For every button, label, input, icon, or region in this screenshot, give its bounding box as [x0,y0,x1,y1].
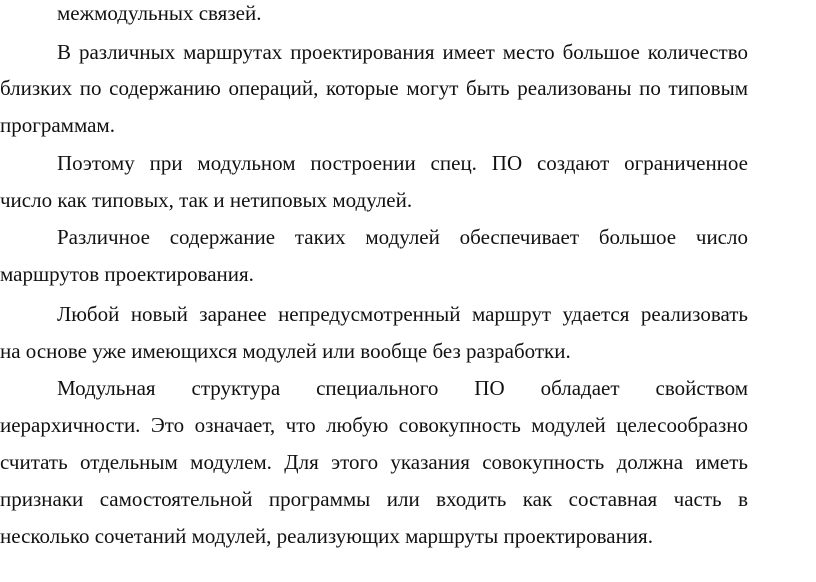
text-line: маршрутов проектирования. [0,262,254,286]
text-line: на основе уже имеющихся модулей или вообще без разработки. [0,339,571,363]
text-line: близких по содержанию операций, которые могут быть реализованы по типовым [0,76,748,100]
text-line: иерархичности. Это означает, что любую совокупность модулей целесообразно [0,413,748,437]
text-line: Поэтому при модульном построении спец. ПО создают ограниченное [57,151,748,175]
text-line: считать отдельным модулем. Для этого указания совокупность должна иметь [0,450,748,474]
text-line: Модульная структура специального ПО обладает свойством [57,376,748,400]
text-line: число как типовых, так и нетиповых модулей. [0,188,413,212]
text-line: признаки самостоятельной программы или входить как составная часть в [0,487,748,511]
text-line: В различных маршрутах проектирования имеет место большое количество [57,40,748,64]
text-line: программам. [0,113,115,137]
text-line: Различное содержание таких модулей обеспечивает большое число [57,225,748,249]
text-line: Любой новый заранее непредусмотренный маршрут удается реализовать [57,302,748,326]
text-line: несколько сочетаний модулей, реализующих маршруты проектирования. [0,524,653,548]
text-line: межмодульных связей. [57,1,262,25]
